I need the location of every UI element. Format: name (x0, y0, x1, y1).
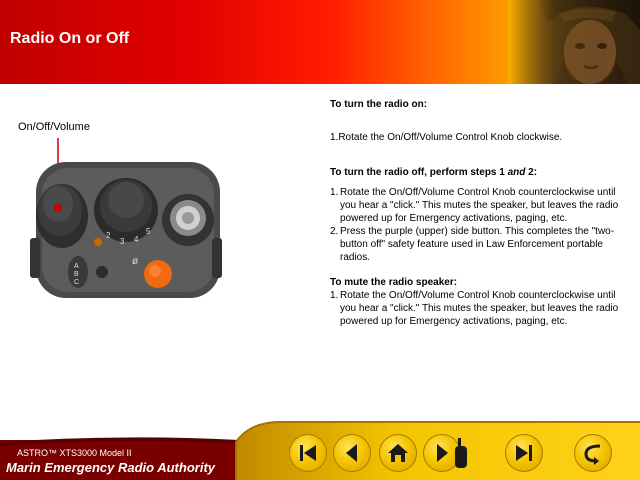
mute-heading: To mute the radio speaker: (330, 277, 458, 288)
svg-text:A: A (74, 263, 79, 270)
header-bar (0, 0, 640, 84)
skip-forward-icon (505, 434, 543, 472)
step-number: 1. (330, 290, 339, 301)
turn-off-heading (330, 166, 620, 179)
first-slide-button[interactable] (289, 434, 327, 472)
svg-text:4: 4 (134, 235, 139, 244)
turn-off-step-2 (330, 225, 620, 264)
step-number: 2. (330, 226, 339, 237)
last-slide-button[interactable] (505, 434, 543, 472)
svg-text:C: C (74, 279, 80, 286)
mode-switch (68, 256, 88, 288)
svg-text:ø: ø (132, 256, 139, 267)
step-text: Press the purple (upper) side button. This completes the "two-button off" safety feature used in Law Enforcement portable radios. (340, 226, 615, 263)
turn-off-heading-suffix: 2: (525, 167, 538, 178)
home-button[interactable] (379, 434, 417, 472)
antenna-connector (162, 194, 214, 246)
mute-step-1 (330, 289, 620, 328)
small-button (96, 266, 108, 278)
svg-text:2: 2 (106, 231, 111, 240)
radio-button[interactable] (442, 434, 480, 472)
model-label: ASTRO™ XTS3000 Model II (17, 448, 132, 458)
previous-slide-button[interactable] (333, 434, 371, 472)
previous-icon (333, 434, 371, 472)
step-text: Rotate the On/Off/Volume Control Knob counterclockwise until you hear a "click." This mutes the speaker, but leaves the radio powered up for Emergency activations, paging, etc. (340, 187, 619, 224)
volume-knob (36, 184, 88, 248)
home-icon (379, 434, 417, 472)
svg-text:B: B (74, 271, 79, 278)
turn-off-heading-prefix: To turn the radio off, perform steps 1 (330, 167, 508, 178)
knob-label: On/Off/Volume (18, 121, 90, 133)
turn-on-heading: To turn the radio on: (330, 99, 428, 110)
instructions-panel (330, 98, 620, 328)
turn-on-step-1: 1.Rotate the On/Off/Volume Control Knob clockwise. (330, 132, 563, 143)
svg-text:3: 3 (120, 237, 125, 246)
radio-top-illustration (28, 138, 228, 300)
svg-text:5: 5 (146, 227, 151, 236)
slide-title: Radio On or Off (10, 30, 130, 47)
step-number: 1. (330, 187, 339, 198)
turn-off-heading-emphasis: and (507, 167, 526, 178)
turn-off-step-1 (330, 186, 620, 225)
firefighter-photo (508, 0, 640, 84)
skip-back-icon (289, 434, 327, 472)
return-button[interactable] (574, 434, 612, 472)
return-arrow-icon (574, 434, 612, 472)
organization-name: Marin Emergency Radio Authority (6, 460, 215, 475)
step-text: Rotate the On/Off/Volume Control Knob counterclockwise until you hear a "click." This mutes the speaker, but leaves the radio powered up for Emergency activations, paging, etc. (340, 290, 619, 327)
radio-icon (442, 434, 480, 472)
